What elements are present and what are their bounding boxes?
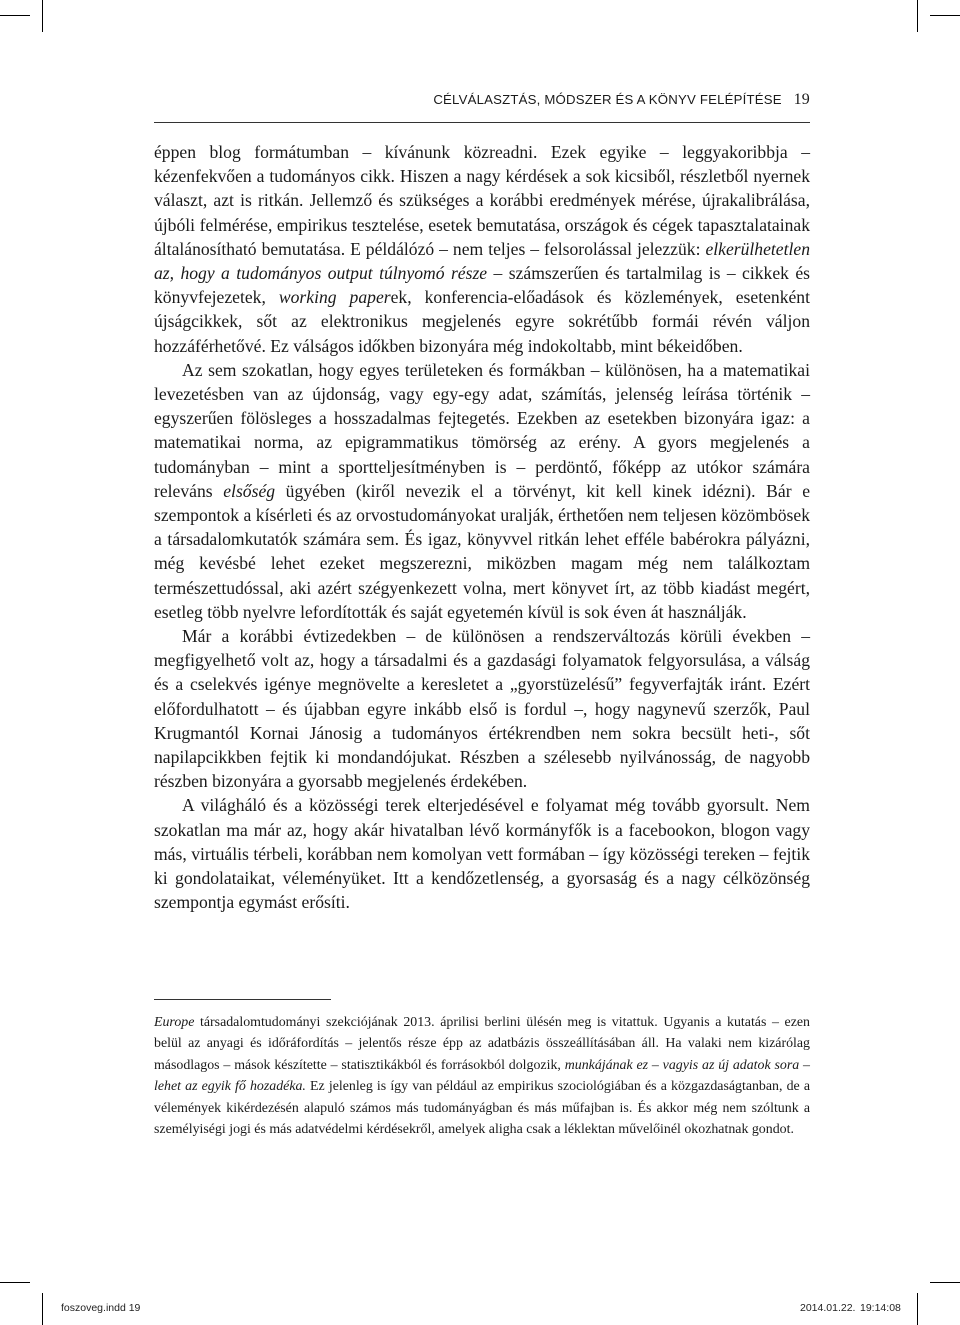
text-run: A világháló és a közösségi terek elterjedésével e folyamat még tovább gyorsult. Nem szokatlan ma már az, hogy akár hivatalban lévő kormányfők is a facebookon, blogon vagy más, virtuális térbeli, korábban nem komolyan vett formában – így közösségi tereken – fejtik ki gondolataikat, véleményüket. Itt a kendőzetlenség, a gyorsaság és a nagy célközönség szempontja egymást erősíti. xyxy=(154,795,810,913)
italic-text: elsőség xyxy=(223,480,276,501)
italic-text: Europe xyxy=(154,1015,195,1030)
text-run: ügyében (kiről nevezik el a törvényt, kit kell kinek idézni). Bár e szempontok a kísérleti és az orvostudományokat uralják, érthetően nem teljesen közömbösek a társadalomkutatók számára sem. És igaz, könyvvel ritkán lehet efféle babérokra pályázni, még kevésbé lehet ezeket megszerezni, miközben magam még nem találkoztam természettudóssal, aki azért szégyenkezett volna, mert könyvet írt, az több kiadást megért, esetleg több nyelvre lefordították és saját egyetemén kívül is sok éven át használják. xyxy=(154,480,810,622)
text-run: Már a korábbi évtizedekben – de különösen a rendszerváltozás körüli években – megfigyelhető volt az, hogy a társadalmi és a gazdasági folyamatok felgyorsulása, a válság és a cselekvés igénye megnövelte a keresletet a „gyorstüzelésű” fegyverfajták iránt. Ezért előfordulhatott – és újabban egyre inkább első is fordul –, hogy nagynevű szerzők, Paul Krugmantól Kornai Jánosig a tudományos értékrendben nem sokra becsült heti-, sőt napilapcikkben fejtik ki mondandójukat. Részben a szélesebb nyilvánosság, de nagyobb részben bizonyára a gyorsabb megjelenés érdekében. xyxy=(154,626,810,792)
crop-mark xyxy=(0,15,30,16)
body-text xyxy=(154,140,810,915)
paragraph xyxy=(154,140,810,358)
text-run: éppen blog formátumban – kívánunk közreadni. Ezek egyike – leggyakoribbja – kézenfekvően a tudományos cikk. Hiszen a nagy kérdések a sok kicsiből, részletből nyernek választ, azt is ritkán. Jellemző és szükséges a korábbi eredmények mérése, újrakalibrálása, újbóli felmérése, empirikus tesztelése, esetek bemutatása, országok és cégek tapasztalatainak általánosítható bemutatása. E példálózó – nem teljes – felsorolással jelezzük: xyxy=(154,142,810,259)
slug-time: 19:14:08 xyxy=(860,1302,901,1314)
crop-mark xyxy=(930,15,960,16)
header-rule xyxy=(154,122,810,123)
slug-date: 2014.01.22. xyxy=(800,1302,856,1314)
page-number: 19 xyxy=(793,91,810,108)
slug-file: foszoveg.indd 19 xyxy=(61,1302,141,1314)
crop-mark xyxy=(917,0,918,32)
text-run: – számszerűen és tartalmilag is – cikkek és könyvfejezetek, xyxy=(154,263,811,308)
italic-text: munkájának ez – vagyis az új adatok sora – lehet az egyik fő hozadéka. xyxy=(154,1057,810,1095)
paragraph xyxy=(154,358,810,624)
crop-mark xyxy=(930,1282,960,1283)
italic-text: working paper xyxy=(278,287,391,308)
running-title: CÉLVÁLASZTÁS, MÓDSZER ÉS A KÖNYV FELÉPÍTÉSE xyxy=(433,92,782,107)
footnote xyxy=(154,1012,810,1140)
crop-mark xyxy=(0,1282,30,1283)
paragraph xyxy=(154,624,810,793)
crop-mark xyxy=(42,1293,43,1325)
text-run: ek, konferencia-előadások és közlemények, esetenként újságcikkek, sőt az elektronikus megjelenés egyre sokrétűbb formái révén váljon hozzáférhetővé. Ez válságos időkben bizonyára még indokoltabb, mint békeidőben. xyxy=(154,287,810,356)
text-run: Az sem szokatlan, hogy egyes területeken és formákban – különösen, ha a matematikai levezetésben van az újdonság, vagy egy-egy adat, számítás, jelenség leírása történik – egyszerűen fölösleges a hosszadalmas fejtegetés. Ezekben az esetekben bizonyára igaz: a matematikai norma, az epigrammatikus tömörség az erény. A gyors megjelenés a tudományban – mint a sportteljesítményben is – perdöntő, főképp az utókor számára releváns xyxy=(154,359,810,501)
italic-text: elkerülhetetlen az, hogy a tudományos output túlnyomó része xyxy=(154,238,810,284)
footnote-text xyxy=(154,1012,810,1140)
text-run: Ez jelenleg is így van például az empirikus szociológiában és a közgazdaságtanban, de a vélemények kikérdezésén alapuló számos más tudományágban és más műfajban is. És akkor még nem szóltunk a személyiségi jogi és más adatvédelmi kérdésekről, amelyek aligha csak a léklektan művelőinél okozhatnak gondot. xyxy=(154,1079,810,1138)
running-header xyxy=(154,91,810,115)
crop-mark xyxy=(42,0,43,32)
footnote-rule xyxy=(154,999,331,1000)
crop-mark xyxy=(917,1293,918,1325)
text-run: társadalomtudományi szekciójának 2013. áprilisi berlini ülésén meg is vitattuk. Ugyanis a kutatás – ezen belül az anyagi és időráfordítás – jelentős része épp az adatbázis összeállításában áll. Ha valaki nem kizárólag másodlagos – mások készítette – statisztikákból és forrásokból dolgozik, xyxy=(154,1015,810,1073)
paragraph xyxy=(154,793,810,914)
